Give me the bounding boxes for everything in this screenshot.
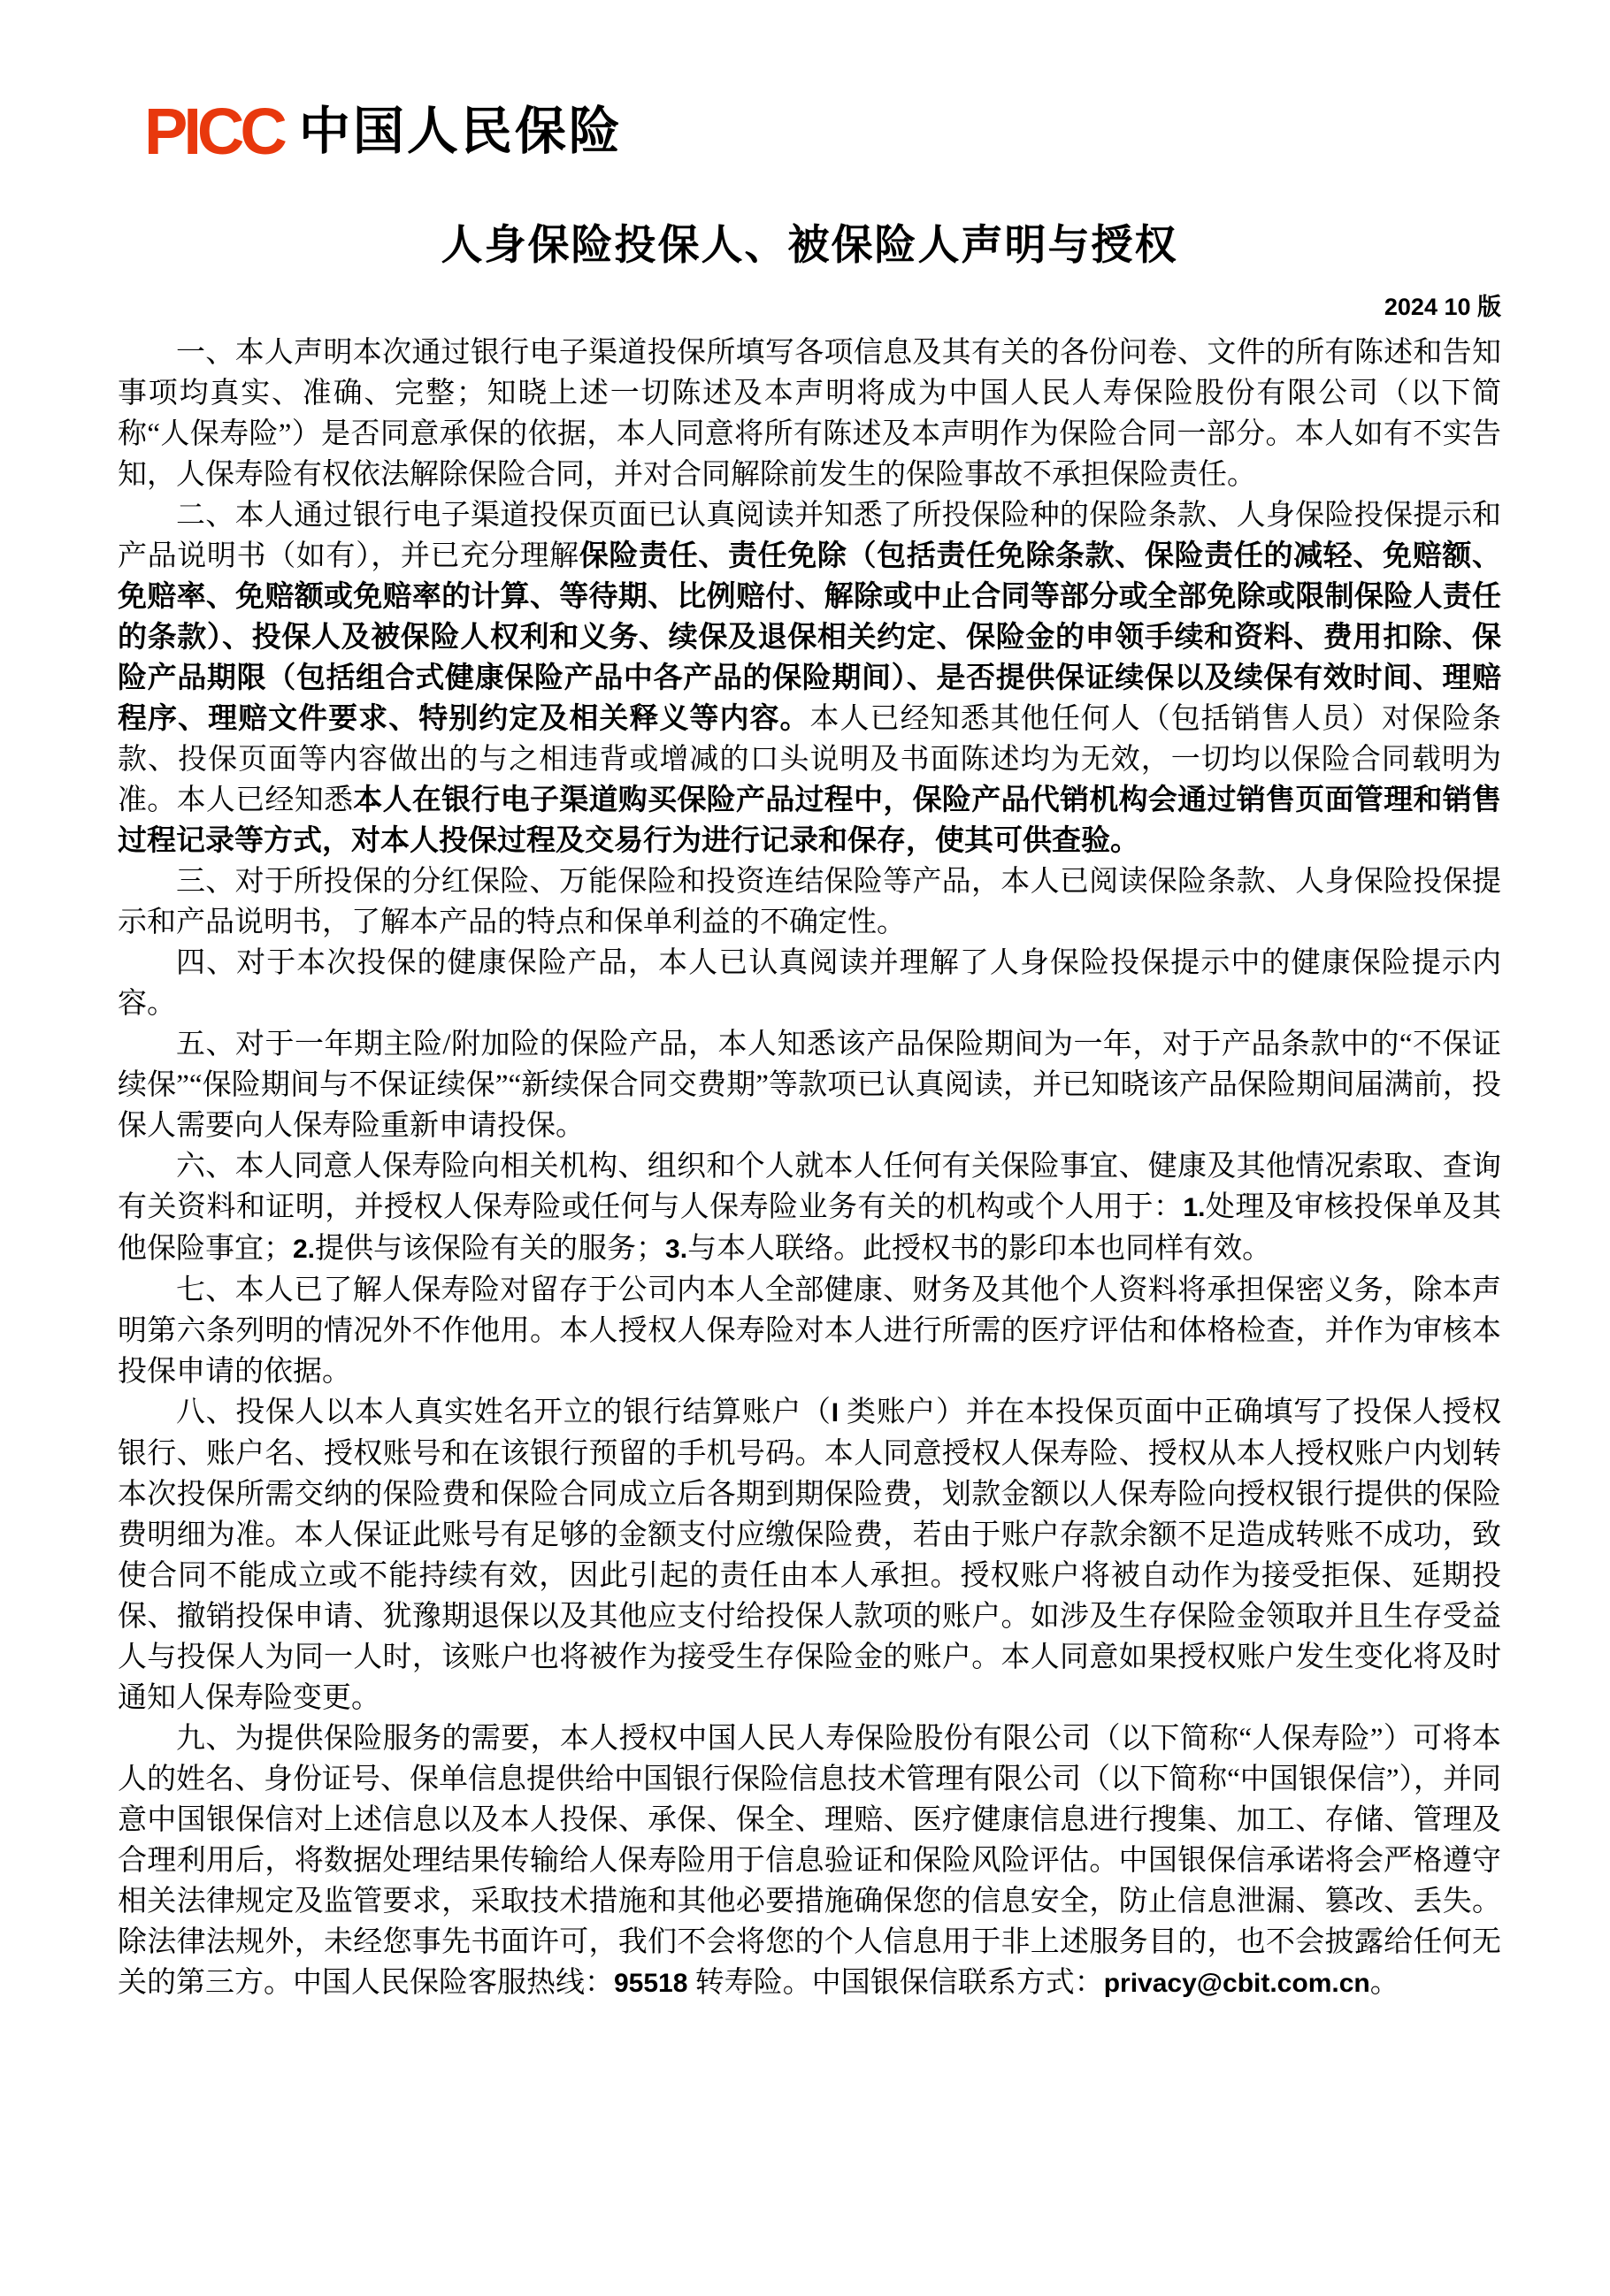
version-label: 2024 10 版 [1384,294,1501,320]
picc-logo-chinese-text: 中国人民保险 [298,103,623,160]
text-segment: 本人已经知悉其他任何人（包括销售人员）对保险条款、投保页面等内容做出的与之相违背或增减的口头说明及书面陈述均为无效，一切均以保险合同载明为准。本人已经知悉 [118,703,1502,816]
text-segment: 五、对于一年期主险/附加险的保险产品，本人知悉该产品保险期间为一年，对于产品条款中的“不保证续保”“保险期间与不保证续保”“新续保合同交费期”等款项已认真阅读，并已知晓该产品保险期间届满前，投保人需要向人保寿险重新申请投保。 [118,1029,1501,1142]
emphasized-text-segment: 保险责任、责任免除（包括责任免除条款、保险责任的减轻、免赔额、免赔率、免赔额或免赔率的计算、等待期、比例赔付、解除或中止合同等部分或全部免除或限制保险人责任的条款）、投保人及被保险人权利和义务、续保及退保相关约定、保险金的申领手续和资料、费用扣除、保险产品期限（包括组合式健康保险产品中各产品的保险期间）、是否提供保证续保以及续保有效时间、理赔程序、理赔文件要求、特别约定及相关释义等内容。 [118,540,1502,735]
text-segment: 95518 [614,1969,688,1998]
paragraph-9 [118,1718,1501,2004]
picc-logo-wordmark: PICC [144,95,283,168]
text-segment: 2. [293,1235,316,1264]
picc-logo [144,96,1501,168]
text-segment: 类账户）并在本投保页面中正确填写了投保人授权银行、账户名、授权账号和在该银行预留的手机号码。本人同意授权人保寿险、授权从本人授权账户内划转本次投保所需交纳的保险费和保险合同成立后各期到期保险费，划款金额以人保寿险向授权银行提供的保险费明细为准。本人保证此账号有足够的金额支付应缴保险费，若由于账户存款余额不足造成转账不成功，致使合同不能成立或不能持续有效，因此引起的责任由本人承担。授权账户将被自动作为接受拒保、延期投保、撤销投保申请、犹豫期退保以及其他应支付给投保人款项的账户。如涉及生存保险金领取并且生存受益人与投保人为同一人时，该账户也将被作为接受生存保险金的账户。本人同意如果授权账户发生变化将及时通知人保寿险变更。 [118,1397,1502,1714]
text-segment: I [831,1398,840,1427]
paragraph-6 [118,1146,1501,1270]
declaration-body [118,333,1501,2004]
text-segment: privacy@cbit.com.cn [1103,1969,1370,1998]
text-segment: 八、投保人以本人真实姓名开立的银行结算账户（ [176,1397,832,1428]
paragraph-5 [118,1024,1501,1146]
text-segment: 提供与该保险有关的服务； [315,1233,666,1265]
paragraph-8 [118,1392,1501,1718]
text-segment: 二、本人通过银行电子渠道投保页面已认真阅读并知悉了所投保险种的保险条款、人身保险投保提示和产品说明书（如有），并已充分理解 [118,500,1501,572]
text-segment: 转寿险。中国银保信联系方式： [687,1967,1104,1999]
paragraph-4 [118,943,1501,1024]
text-segment: 三、对于所投保的分红保险、万能保险和投资连结保险等产品，本人已阅读保险条款、人身保险投保提示和产品说明书，了解本产品的特点和保单利益的不确定性。 [118,866,1501,938]
paragraph-7 [118,1270,1501,1392]
text-segment: 四、对于本次投保的健康保险产品，本人已认真阅读并理解了人身保险投保提示中的健康保险提示内容。 [118,947,1501,1020]
text-segment: 六、本人同意人保寿险向相关机构、组织和个人就本人任何有关保险事宜、健康及其他情况索取、查询有关资料和证明，并授权人保寿险或任何与人保寿险业务有关的机构或个人用于： [118,1151,1501,1223]
text-segment: 与本人联络。此授权书的影印本也同样有效。 [687,1233,1272,1265]
emphasized-text-segment: 本人在银行电子渠道购买保险产品过程中，保险产品代销机构会通过销售页面管理和销售过程记录等方式，对本人投保过程及交易行为进行记录和保存，使其可供查验。 [118,784,1502,857]
text-segment: 九、为提供保险服务的需要，本人授权中国人民人寿保险股份有限公司（以下简称“人保寿险”）可将本人的姓名、身份证号、保单信息提供给中国银行保险信息技术管理有限公司（以下简称“中国银保信”），并同意中国银保信对上述信息以及本人投保、承保、保全、理赔、医疗健康信息进行搜集、加工、存储、管理及合理利用后，将数据处理结果传输给人保寿险用于信息验证和保险风险评估。中国银保信承诺将会严格遵守相关法律规定及监管要求，采取技术措施和其他必要措施确保您的信息安全，防止信息泄漏、篡改、丢失。除法律法规外，未经您事先书面许可，我们不会将您的个人信息用于非上述服务目的，也不会披露给任何无关的第三方。中国人民保险客服热线： [118,1723,1501,1999]
paragraph-2 [118,495,1501,861]
page-title: 人身保险投保人、被保险人声明与授权 [441,223,1178,269]
text-segment: 处理及审核投保单及其他保险事宜； [118,1191,1502,1265]
text-segment: 七、本人已了解人保寿险对留存于公司内本人全部健康、财务及其他个人资料将承担保密义务，除本声明第六条列明的情况外不作他用。本人授权人保寿险对本人进行所需的医疗评估和体格检查，并作为审核本投保申请的依据。 [118,1274,1501,1388]
text-segment: 。 [1369,1967,1399,1999]
text-segment: 1. [1183,1193,1206,1222]
paragraph-1 [118,333,1501,495]
text-segment: 一、本人声明本次通过银行电子渠道投保所填写各项信息及其有关的各份问卷、文件的所有陈述和告知事项均真实、准确、完整；知晓上述一切陈述及本声明将成为中国人民人寿保险股份有限公司（以下简称“人保寿险”）是否同意承保的依据，本人同意将所有陈述及本声明作为保险合同一部分。本人如有不实告知，人保寿险有权依法解除保险合同，并对合同解除前发生的保险事故不承担保险责任。 [118,337,1501,491]
paragraph-3 [118,861,1501,943]
text-segment: 3. [665,1235,688,1264]
